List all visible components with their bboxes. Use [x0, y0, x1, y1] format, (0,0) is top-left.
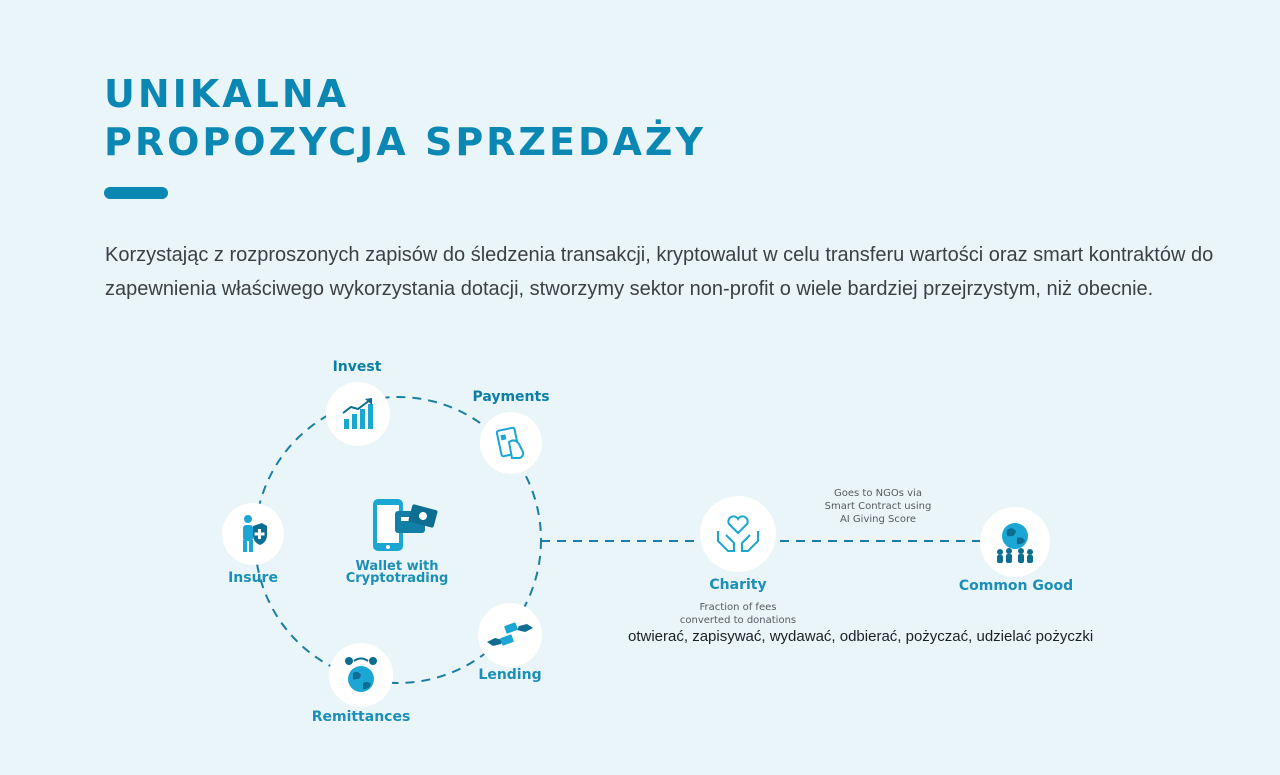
card-payment-icon — [495, 426, 527, 460]
smart-contract-note-line-2: Smart Contract using — [824, 501, 932, 512]
insurance-shield-icon — [238, 514, 268, 554]
growth-chart-icon — [341, 397, 375, 431]
invest-node — [326, 382, 390, 446]
charity-label: Charity — [709, 577, 767, 593]
smart-contract-note-line-3: AI Giving Score — [839, 514, 917, 525]
payments-label: Payments — [472, 389, 550, 405]
common-good-node — [980, 507, 1050, 577]
remittances-node — [329, 643, 393, 707]
wallet-center — [370, 497, 440, 553]
wallet-label-line-2: Cryptotrading — [345, 571, 449, 586]
smart-contract-note-line-1: Goes to NGOs via — [834, 488, 922, 499]
common-good-label: Common Good — [958, 578, 1074, 594]
insure-node — [222, 503, 284, 565]
wallet-phone-icon — [370, 497, 440, 553]
payments-node — [480, 412, 542, 474]
smart-contract-note — [825, 487, 932, 526]
actions-list: otwierać, zapisywać, wydawać, odbierać, pożyczać, udzielać pożyczki — [628, 628, 1094, 645]
lending-hands-icon — [485, 620, 535, 650]
charity-note — [680, 601, 796, 627]
invest-label: Invest — [332, 359, 382, 375]
wallet-label-line-1: Wallet with — [355, 559, 439, 574]
insure-label: Insure — [228, 570, 278, 586]
charity-node — [700, 496, 776, 572]
lending-node — [478, 603, 542, 667]
globe-people-icon — [993, 520, 1037, 564]
wallet-label — [346, 561, 449, 585]
intro-paragraph: Korzystając z rozproszonych zapisów do śledzenia transakcji, kryptowalut w celu transferu wartości oraz smart kontraktów do zapewnienia właściwego wykorzystania dotacji, stworzymy sektor non-profit o wiele bardziej przejrzystym, niż obecnie. — [105, 244, 1214, 300]
heart-hands-icon — [715, 513, 761, 555]
title-line-1: UNIKALNA — [104, 72, 350, 116]
remittances-label: Remittances — [311, 709, 411, 725]
charity-note-line-2: converted to donations — [679, 615, 797, 626]
charity-note-line-1: Fraction of fees — [699, 602, 777, 613]
title-line-2: PROPOZYCJA SPRZEDAŻY — [104, 120, 706, 164]
globe-transfer-icon — [341, 655, 381, 695]
lending-label: Lending — [478, 667, 542, 683]
